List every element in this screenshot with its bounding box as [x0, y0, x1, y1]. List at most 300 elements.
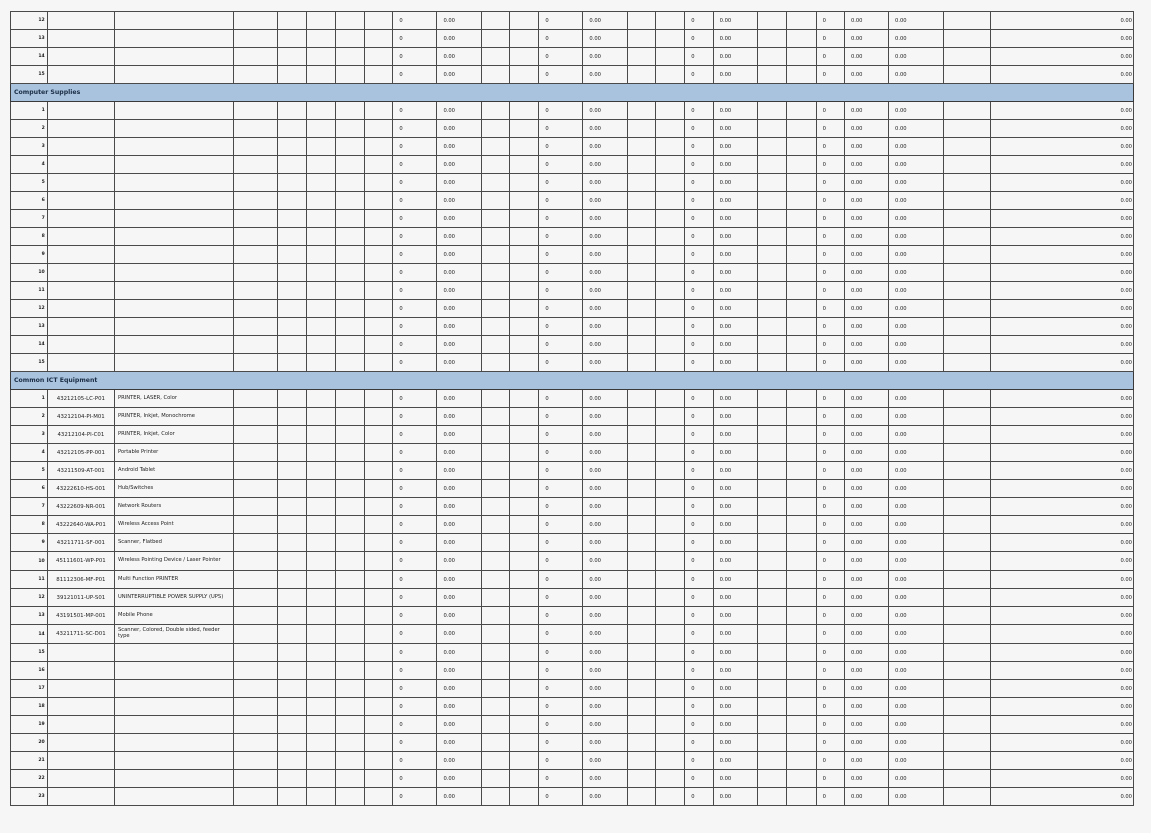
month-input-cell[interactable]	[627, 12, 655, 30]
quantity-input-cell[interactable]	[335, 210, 364, 228]
month-input-cell[interactable]	[787, 662, 816, 680]
quantity-input-cell[interactable]	[335, 498, 364, 516]
quantity-input-cell[interactable]	[335, 120, 364, 138]
item-code-cell[interactable]: 43212105-PP-001	[47, 444, 114, 462]
month-input-cell[interactable]	[655, 264, 684, 282]
month-input-cell[interactable]	[787, 30, 816, 48]
quantity-input-cell[interactable]	[335, 264, 364, 282]
item-code-cell[interactable]	[47, 300, 114, 318]
month-input-cell[interactable]	[655, 516, 684, 534]
price-cell[interactable]	[943, 354, 990, 372]
price-cell[interactable]	[943, 426, 990, 444]
month-input-cell[interactable]	[655, 282, 684, 300]
month-input-cell[interactable]	[787, 752, 816, 770]
quantity-input-cell[interactable]	[364, 644, 392, 662]
price-cell[interactable]	[943, 498, 990, 516]
quantity-input-cell[interactable]	[307, 426, 335, 444]
quantity-input-cell[interactable]	[307, 534, 335, 552]
quantity-input-cell[interactable]	[364, 680, 392, 698]
price-cell[interactable]	[943, 138, 990, 156]
quantity-input-cell[interactable]	[364, 408, 392, 426]
item-code-cell[interactable]: 43212104-PI-C01	[47, 426, 114, 444]
quantity-input-cell[interactable]	[307, 698, 335, 716]
month-input-cell[interactable]	[655, 174, 684, 192]
price-cell[interactable]	[943, 192, 990, 210]
month-input-cell[interactable]	[509, 246, 538, 264]
quantity-input-cell[interactable]	[364, 498, 392, 516]
month-input-cell[interactable]	[787, 354, 816, 372]
quantity-input-cell[interactable]	[277, 318, 306, 336]
item-code-cell[interactable]	[47, 282, 114, 300]
month-input-cell[interactable]	[787, 336, 816, 354]
month-input-cell[interactable]	[655, 426, 684, 444]
month-input-cell[interactable]	[509, 174, 538, 192]
month-input-cell[interactable]	[655, 12, 684, 30]
month-input-cell[interactable]	[627, 480, 655, 498]
quantity-input-cell[interactable]	[307, 156, 335, 174]
month-input-cell[interactable]	[655, 210, 684, 228]
quantity-input-cell[interactable]	[233, 662, 277, 680]
quantity-input-cell[interactable]	[335, 734, 364, 752]
quantity-input-cell[interactable]	[335, 66, 364, 84]
month-input-cell[interactable]	[627, 516, 655, 534]
month-input-cell[interactable]	[481, 174, 509, 192]
month-input-cell[interactable]	[757, 30, 786, 48]
quantity-input-cell[interactable]	[277, 571, 306, 589]
month-input-cell[interactable]	[655, 390, 684, 408]
month-input-cell[interactable]	[655, 662, 684, 680]
month-input-cell[interactable]	[655, 192, 684, 210]
month-input-cell[interactable]	[627, 625, 655, 644]
item-description-cell[interactable]: UNINTERRUPTIBLE POWER SUPPLY (UPS)	[114, 589, 233, 607]
month-input-cell[interactable]	[787, 462, 816, 480]
quantity-input-cell[interactable]	[233, 336, 277, 354]
month-input-cell[interactable]	[757, 228, 786, 246]
month-input-cell[interactable]	[481, 390, 509, 408]
price-cell[interactable]	[943, 462, 990, 480]
month-input-cell[interactable]	[787, 607, 816, 625]
quantity-input-cell[interactable]	[277, 102, 306, 120]
month-input-cell[interactable]	[509, 680, 538, 698]
month-input-cell[interactable]	[627, 589, 655, 607]
price-cell[interactable]	[943, 734, 990, 752]
month-input-cell[interactable]	[757, 138, 786, 156]
month-input-cell[interactable]	[655, 66, 684, 84]
price-cell[interactable]	[943, 680, 990, 698]
item-description-cell[interactable]	[114, 246, 233, 264]
quantity-input-cell[interactable]	[364, 156, 392, 174]
month-input-cell[interactable]	[627, 354, 655, 372]
item-code-cell[interactable]	[47, 246, 114, 264]
month-input-cell[interactable]	[787, 698, 816, 716]
month-input-cell[interactable]	[627, 462, 655, 480]
quantity-input-cell[interactable]	[307, 12, 335, 30]
month-input-cell[interactable]	[787, 552, 816, 571]
quantity-input-cell[interactable]	[335, 282, 364, 300]
quantity-input-cell[interactable]	[364, 264, 392, 282]
month-input-cell[interactable]	[481, 716, 509, 734]
price-cell[interactable]	[943, 408, 990, 426]
month-input-cell[interactable]	[627, 228, 655, 246]
item-description-cell[interactable]	[114, 102, 233, 120]
quantity-input-cell[interactable]	[364, 734, 392, 752]
quantity-input-cell[interactable]	[335, 408, 364, 426]
quantity-input-cell[interactable]	[307, 498, 335, 516]
month-input-cell[interactable]	[509, 210, 538, 228]
month-input-cell[interactable]	[627, 716, 655, 734]
month-input-cell[interactable]	[627, 264, 655, 282]
quantity-input-cell[interactable]	[277, 336, 306, 354]
quantity-input-cell[interactable]	[364, 300, 392, 318]
month-input-cell[interactable]	[655, 625, 684, 644]
item-code-cell[interactable]	[47, 48, 114, 66]
month-input-cell[interactable]	[757, 12, 786, 30]
month-input-cell[interactable]	[509, 30, 538, 48]
month-input-cell[interactable]	[481, 192, 509, 210]
month-input-cell[interactable]	[655, 354, 684, 372]
item-code-cell[interactable]: 43212105-LC-P01	[47, 390, 114, 408]
price-cell[interactable]	[943, 552, 990, 571]
item-description-cell[interactable]	[114, 174, 233, 192]
month-input-cell[interactable]	[757, 534, 786, 552]
quantity-input-cell[interactable]	[307, 102, 335, 120]
quantity-input-cell[interactable]	[233, 264, 277, 282]
month-input-cell[interactable]	[787, 498, 816, 516]
quantity-input-cell[interactable]	[277, 607, 306, 625]
month-input-cell[interactable]	[509, 607, 538, 625]
quantity-input-cell[interactable]	[277, 788, 306, 806]
month-input-cell[interactable]	[655, 300, 684, 318]
price-cell[interactable]	[943, 516, 990, 534]
month-input-cell[interactable]	[757, 644, 786, 662]
quantity-input-cell[interactable]	[233, 174, 277, 192]
month-input-cell[interactable]	[509, 444, 538, 462]
item-description-cell[interactable]	[114, 192, 233, 210]
item-code-cell[interactable]: 43211711-SF-001	[47, 534, 114, 552]
quantity-input-cell[interactable]	[307, 408, 335, 426]
item-description-cell[interactable]: Multi Function PRINTER	[114, 571, 233, 589]
month-input-cell[interactable]	[757, 444, 786, 462]
month-input-cell[interactable]	[787, 192, 816, 210]
price-cell[interactable]	[943, 662, 990, 680]
quantity-input-cell[interactable]	[233, 480, 277, 498]
month-input-cell[interactable]	[655, 698, 684, 716]
quantity-input-cell[interactable]	[277, 66, 306, 84]
month-input-cell[interactable]	[509, 228, 538, 246]
month-input-cell[interactable]	[655, 607, 684, 625]
month-input-cell[interactable]	[627, 698, 655, 716]
month-input-cell[interactable]	[787, 300, 816, 318]
month-input-cell[interactable]	[655, 156, 684, 174]
month-input-cell[interactable]	[757, 607, 786, 625]
quantity-input-cell[interactable]	[335, 625, 364, 644]
item-description-cell[interactable]	[114, 716, 233, 734]
month-input-cell[interactable]	[627, 282, 655, 300]
quantity-input-cell[interactable]	[335, 480, 364, 498]
quantity-input-cell[interactable]	[233, 534, 277, 552]
month-input-cell[interactable]	[655, 716, 684, 734]
quantity-input-cell[interactable]	[233, 228, 277, 246]
quantity-input-cell[interactable]	[233, 354, 277, 372]
price-cell[interactable]	[943, 156, 990, 174]
item-description-cell[interactable]	[114, 120, 233, 138]
month-input-cell[interactable]	[509, 644, 538, 662]
quantity-input-cell[interactable]	[233, 716, 277, 734]
quantity-input-cell[interactable]	[364, 752, 392, 770]
quantity-input-cell[interactable]	[233, 156, 277, 174]
quantity-input-cell[interactable]	[307, 138, 335, 156]
month-input-cell[interactable]	[481, 120, 509, 138]
quantity-input-cell[interactable]	[364, 174, 392, 192]
month-input-cell[interactable]	[655, 788, 684, 806]
month-input-cell[interactable]	[481, 444, 509, 462]
month-input-cell[interactable]	[655, 571, 684, 589]
item-description-cell[interactable]	[114, 644, 233, 662]
month-input-cell[interactable]	[787, 120, 816, 138]
quantity-input-cell[interactable]	[335, 318, 364, 336]
quantity-input-cell[interactable]	[307, 318, 335, 336]
price-cell[interactable]	[943, 716, 990, 734]
quantity-input-cell[interactable]	[364, 192, 392, 210]
month-input-cell[interactable]	[627, 644, 655, 662]
month-input-cell[interactable]	[787, 426, 816, 444]
month-input-cell[interactable]	[627, 138, 655, 156]
quantity-input-cell[interactable]	[233, 552, 277, 571]
quantity-input-cell[interactable]	[307, 644, 335, 662]
month-input-cell[interactable]	[757, 462, 786, 480]
quantity-input-cell[interactable]	[277, 552, 306, 571]
quantity-input-cell[interactable]	[364, 480, 392, 498]
month-input-cell[interactable]	[757, 662, 786, 680]
quantity-input-cell[interactable]	[307, 354, 335, 372]
quantity-input-cell[interactable]	[277, 698, 306, 716]
quantity-input-cell[interactable]	[307, 516, 335, 534]
month-input-cell[interactable]	[627, 444, 655, 462]
quantity-input-cell[interactable]	[233, 698, 277, 716]
quantity-input-cell[interactable]	[233, 318, 277, 336]
month-input-cell[interactable]	[509, 66, 538, 84]
month-input-cell[interactable]	[509, 336, 538, 354]
item-code-cell[interactable]	[47, 336, 114, 354]
item-description-cell[interactable]: Portable Printer	[114, 444, 233, 462]
month-input-cell[interactable]	[757, 354, 786, 372]
month-input-cell[interactable]	[481, 156, 509, 174]
quantity-input-cell[interactable]	[233, 12, 277, 30]
month-input-cell[interactable]	[481, 264, 509, 282]
item-description-cell[interactable]	[114, 354, 233, 372]
month-input-cell[interactable]	[509, 480, 538, 498]
month-input-cell[interactable]	[481, 300, 509, 318]
month-input-cell[interactable]	[481, 625, 509, 644]
month-input-cell[interactable]	[627, 30, 655, 48]
quantity-input-cell[interactable]	[277, 644, 306, 662]
month-input-cell[interactable]	[757, 336, 786, 354]
month-input-cell[interactable]	[481, 138, 509, 156]
quantity-input-cell[interactable]	[233, 426, 277, 444]
price-cell[interactable]	[943, 48, 990, 66]
item-code-cell[interactable]	[47, 716, 114, 734]
quantity-input-cell[interactable]	[277, 192, 306, 210]
item-code-cell[interactable]: 43212104-PI-M01	[47, 408, 114, 426]
price-cell[interactable]	[943, 752, 990, 770]
month-input-cell[interactable]	[655, 589, 684, 607]
month-input-cell[interactable]	[787, 571, 816, 589]
month-input-cell[interactable]	[787, 48, 816, 66]
month-input-cell[interactable]	[481, 102, 509, 120]
quantity-input-cell[interactable]	[277, 138, 306, 156]
month-input-cell[interactable]	[627, 300, 655, 318]
quantity-input-cell[interactable]	[277, 680, 306, 698]
month-input-cell[interactable]	[757, 174, 786, 192]
quantity-input-cell[interactable]	[364, 48, 392, 66]
quantity-input-cell[interactable]	[233, 300, 277, 318]
item-description-cell[interactable]: Scanner, Colored, Double sided, feeder type	[114, 625, 233, 644]
month-input-cell[interactable]	[787, 282, 816, 300]
quantity-input-cell[interactable]	[364, 228, 392, 246]
month-input-cell[interactable]	[787, 644, 816, 662]
month-input-cell[interactable]	[509, 264, 538, 282]
quantity-input-cell[interactable]	[277, 662, 306, 680]
quantity-input-cell[interactable]	[335, 716, 364, 734]
month-input-cell[interactable]	[627, 390, 655, 408]
quantity-input-cell[interactable]	[307, 480, 335, 498]
quantity-input-cell[interactable]	[233, 498, 277, 516]
month-input-cell[interactable]	[627, 246, 655, 264]
month-input-cell[interactable]	[481, 589, 509, 607]
month-input-cell[interactable]	[509, 282, 538, 300]
month-input-cell[interactable]	[627, 607, 655, 625]
month-input-cell[interactable]	[627, 192, 655, 210]
month-input-cell[interactable]	[655, 228, 684, 246]
quantity-input-cell[interactable]	[307, 120, 335, 138]
month-input-cell[interactable]	[757, 498, 786, 516]
month-input-cell[interactable]	[509, 354, 538, 372]
quantity-input-cell[interactable]	[307, 246, 335, 264]
price-cell[interactable]	[943, 480, 990, 498]
price-cell[interactable]	[943, 282, 990, 300]
quantity-input-cell[interactable]	[307, 788, 335, 806]
quantity-input-cell[interactable]	[364, 462, 392, 480]
month-input-cell[interactable]	[481, 552, 509, 571]
month-input-cell[interactable]	[509, 552, 538, 571]
quantity-input-cell[interactable]	[335, 174, 364, 192]
month-input-cell[interactable]	[757, 210, 786, 228]
month-input-cell[interactable]	[757, 734, 786, 752]
item-code-cell[interactable]: 43222610-HS-001	[47, 480, 114, 498]
quantity-input-cell[interactable]	[233, 680, 277, 698]
item-code-cell[interactable]	[47, 264, 114, 282]
item-description-cell[interactable]	[114, 228, 233, 246]
price-cell[interactable]	[943, 174, 990, 192]
month-input-cell[interactable]	[757, 318, 786, 336]
item-description-cell[interactable]: PRINTER, Inkjet, Monochrome	[114, 408, 233, 426]
item-code-cell[interactable]: 45111601-WP-P01	[47, 552, 114, 571]
month-input-cell[interactable]	[757, 752, 786, 770]
month-input-cell[interactable]	[655, 644, 684, 662]
month-input-cell[interactable]	[655, 480, 684, 498]
item-description-cell[interactable]	[114, 264, 233, 282]
quantity-input-cell[interactable]	[364, 336, 392, 354]
quantity-input-cell[interactable]	[233, 752, 277, 770]
quantity-input-cell[interactable]	[233, 589, 277, 607]
quantity-input-cell[interactable]	[277, 156, 306, 174]
month-input-cell[interactable]	[655, 534, 684, 552]
quantity-input-cell[interactable]	[233, 30, 277, 48]
month-input-cell[interactable]	[509, 156, 538, 174]
quantity-input-cell[interactable]	[277, 282, 306, 300]
month-input-cell[interactable]	[481, 534, 509, 552]
quantity-input-cell[interactable]	[233, 516, 277, 534]
item-description-cell[interactable]: PRINTER, LASER, Color	[114, 390, 233, 408]
quantity-input-cell[interactable]	[335, 228, 364, 246]
quantity-input-cell[interactable]	[364, 625, 392, 644]
month-input-cell[interactable]	[627, 552, 655, 571]
month-input-cell[interactable]	[787, 138, 816, 156]
quantity-input-cell[interactable]	[335, 516, 364, 534]
month-input-cell[interactable]	[627, 66, 655, 84]
month-input-cell[interactable]	[509, 788, 538, 806]
month-input-cell[interactable]	[655, 102, 684, 120]
item-code-cell[interactable]	[47, 680, 114, 698]
month-input-cell[interactable]	[787, 444, 816, 462]
item-description-cell[interactable]	[114, 788, 233, 806]
month-input-cell[interactable]	[757, 48, 786, 66]
quantity-input-cell[interactable]	[307, 66, 335, 84]
item-description-cell[interactable]: PRINTER, Inkjet, Color	[114, 426, 233, 444]
quantity-input-cell[interactable]	[277, 498, 306, 516]
quantity-input-cell[interactable]	[233, 246, 277, 264]
price-cell[interactable]	[943, 264, 990, 282]
month-input-cell[interactable]	[481, 354, 509, 372]
quantity-input-cell[interactable]	[277, 264, 306, 282]
quantity-input-cell[interactable]	[277, 625, 306, 644]
month-input-cell[interactable]	[481, 571, 509, 589]
month-input-cell[interactable]	[787, 734, 816, 752]
quantity-input-cell[interactable]	[364, 138, 392, 156]
quantity-input-cell[interactable]	[307, 734, 335, 752]
quantity-input-cell[interactable]	[335, 102, 364, 120]
month-input-cell[interactable]	[787, 318, 816, 336]
month-input-cell[interactable]	[481, 228, 509, 246]
item-code-cell[interactable]	[47, 30, 114, 48]
month-input-cell[interactable]	[655, 336, 684, 354]
quantity-input-cell[interactable]	[277, 300, 306, 318]
quantity-input-cell[interactable]	[277, 408, 306, 426]
item-description-cell[interactable]: Android Tablet	[114, 462, 233, 480]
quantity-input-cell[interactable]	[277, 210, 306, 228]
item-code-cell[interactable]	[47, 192, 114, 210]
item-description-cell[interactable]: Mobile Phone	[114, 607, 233, 625]
month-input-cell[interactable]	[655, 120, 684, 138]
month-input-cell[interactable]	[481, 48, 509, 66]
quantity-input-cell[interactable]	[307, 770, 335, 788]
quantity-input-cell[interactable]	[335, 138, 364, 156]
quantity-input-cell[interactable]	[233, 770, 277, 788]
month-input-cell[interactable]	[481, 30, 509, 48]
quantity-input-cell[interactable]	[307, 462, 335, 480]
price-cell[interactable]	[943, 571, 990, 589]
month-input-cell[interactable]	[787, 589, 816, 607]
quantity-input-cell[interactable]	[277, 48, 306, 66]
month-input-cell[interactable]	[481, 246, 509, 264]
month-input-cell[interactable]	[481, 516, 509, 534]
month-input-cell[interactable]	[655, 48, 684, 66]
quantity-input-cell[interactable]	[335, 12, 364, 30]
month-input-cell[interactable]	[757, 770, 786, 788]
month-input-cell[interactable]	[787, 788, 816, 806]
quantity-input-cell[interactable]	[335, 156, 364, 174]
month-input-cell[interactable]	[655, 138, 684, 156]
